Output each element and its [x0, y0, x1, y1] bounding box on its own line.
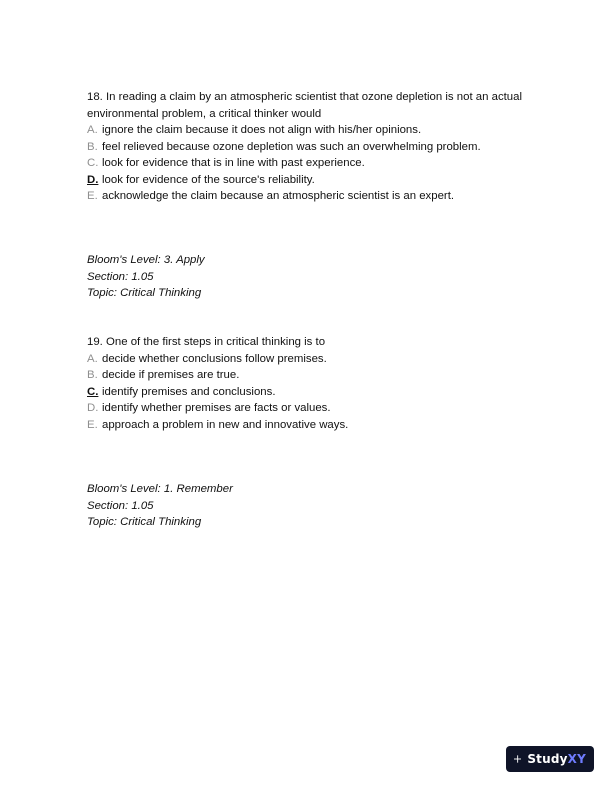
option-text: look for evidence of the source's reliability.	[102, 173, 315, 186]
section-label: Section: 1.05	[87, 499, 154, 512]
option-text: identify premises and conclusions.	[102, 385, 276, 398]
option-text: decide whether conclusions follow premises.	[102, 352, 327, 365]
option-text: ignore the claim because it does not align with his/her opinions.	[102, 124, 422, 136]
option-letter: B.	[87, 369, 98, 381]
answer-option-e	[87, 417, 547, 434]
option-text: acknowledge the claim because an atmospheric scientist is an expert.	[102, 190, 455, 202]
question-stem: 18. In reading a claim by an atmospheric scientist that ozone depletion is not an actual environmental problem, a critical thinker would	[87, 91, 523, 120]
option-letter: E.	[87, 418, 98, 431]
correct-answer-letter: C.	[87, 385, 99, 398]
brand-name	[527, 752, 586, 766]
option-text: feel relieved because ozone depletion was such an overwhelming problem.	[102, 140, 481, 153]
option-text: approach a problem in new and innovative ways.	[102, 418, 349, 431]
blooms-level: Bloom's Level: 3. Apply	[87, 254, 205, 266]
answer-option-c	[87, 384, 547, 401]
topic-label: Topic: Critical Thinking	[87, 516, 202, 528]
option-letter: A.	[87, 124, 98, 136]
answer-option-b	[87, 139, 547, 156]
option-letter: C.	[87, 157, 99, 169]
answer-option-d	[87, 172, 547, 189]
question-19-metadata	[87, 481, 233, 531]
answer-option-b	[87, 367, 547, 384]
option-letter: B.	[87, 140, 98, 153]
option-text: decide if premises are true.	[102, 369, 240, 381]
answer-option-d	[87, 400, 547, 417]
option-letter: D.	[87, 402, 99, 414]
question-19	[87, 334, 547, 433]
option-letter: E.	[87, 190, 98, 202]
correct-answer-letter: D.	[87, 173, 99, 186]
option-text: look for evidence that is in line with past experience.	[102, 157, 365, 169]
studyxy-badge[interactable]	[506, 746, 594, 772]
topic-label: Topic: Critical Thinking	[87, 287, 202, 299]
plus-icon	[514, 753, 521, 765]
question-18-metadata	[87, 252, 205, 302]
answer-option-a	[87, 351, 547, 368]
question-stem: 19. One of the first steps in critical thinking is to	[87, 336, 326, 348]
option-letter: A.	[87, 352, 98, 365]
option-text: identify whether premises are facts or values.	[102, 402, 331, 414]
answer-option-c	[87, 155, 547, 172]
section-label: Section: 1.05	[87, 270, 154, 283]
brand-part1: Study	[527, 752, 568, 766]
answer-option-a	[87, 122, 547, 139]
answer-option-e	[87, 188, 547, 205]
blooms-level: Bloom's Level: 1. Remember	[87, 483, 233, 495]
question-18	[87, 89, 547, 205]
brand-part2: XY	[567, 752, 586, 766]
